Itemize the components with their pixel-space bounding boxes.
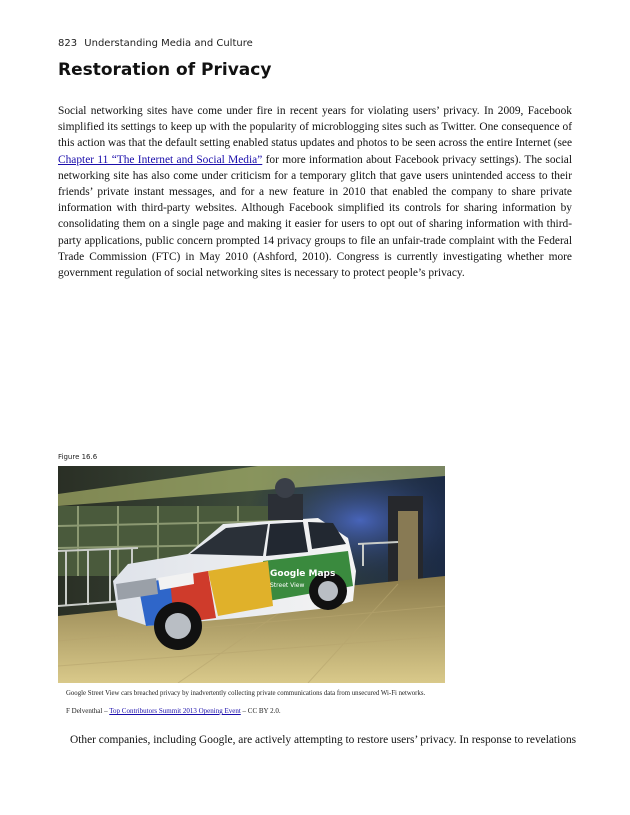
continuation-paragraph: Other companies, including Google, are actively attempting to restore users’ privacy. In response to revelations — [70, 734, 577, 746]
paragraph-text-start: Social networking sites have come under fire in recent years for violating users’ privacy. In 2009, Facebook simplified its settings to keep up with the popularity of microblogging sites such as Twitter. One consequence of this action was that the default setting enabled status updates and photos to be seen across the entire Internet (see — [58, 105, 573, 150]
figure-photo — [58, 466, 445, 683]
figure-credit — [66, 707, 281, 715]
running-header — [58, 38, 253, 49]
credit-prefix: F Delventhal – — [66, 707, 110, 715]
paragraph-text-end: for more information about Facebook privacy settings). The social networking site has also come under criticism for a temporary glitch that gave users unintended access to their friends’ private instant messages, and for a new feature in 2010 that enabled the company to share private information with third-party websites. Although Facebook simplified its controls for sharing information by consolidating them on a single page and making it easier for users to opt out of sharing information with third-party applications, public concern prompted 14 privacy groups to file an unfair-trade complaint with the Federal Trade Commission (FTC) in May 2010 (Ashford, 2010). Congress is currently investigating whether more government regulation of social networking sites is necessary to protect people’s privacy. — [58, 153, 572, 280]
credit-suffix: – CC BY 2.0. — [240, 707, 281, 715]
figure-caption: Google Street View cars breached privacy by inadvertently collecting private communications data from unsecured Wi-Fi networks. — [66, 690, 426, 697]
credit-link[interactable]: Top Contributors Summit 2013 Opening Event — [109, 707, 241, 715]
body-paragraph — [58, 103, 572, 281]
book-title: Understanding Media and Culture — [84, 38, 253, 49]
car-logo-subtext: Street View — [270, 582, 305, 589]
figure-label: Figure 16.6 — [58, 453, 98, 461]
section-title: Restoration of Privacy — [58, 60, 272, 80]
chapter-11-link[interactable]: Chapter 11 “The Internet and Social Media” — [58, 153, 263, 166]
car-logo-text: Google Maps — [270, 569, 336, 579]
page-number: 823 — [58, 38, 78, 49]
